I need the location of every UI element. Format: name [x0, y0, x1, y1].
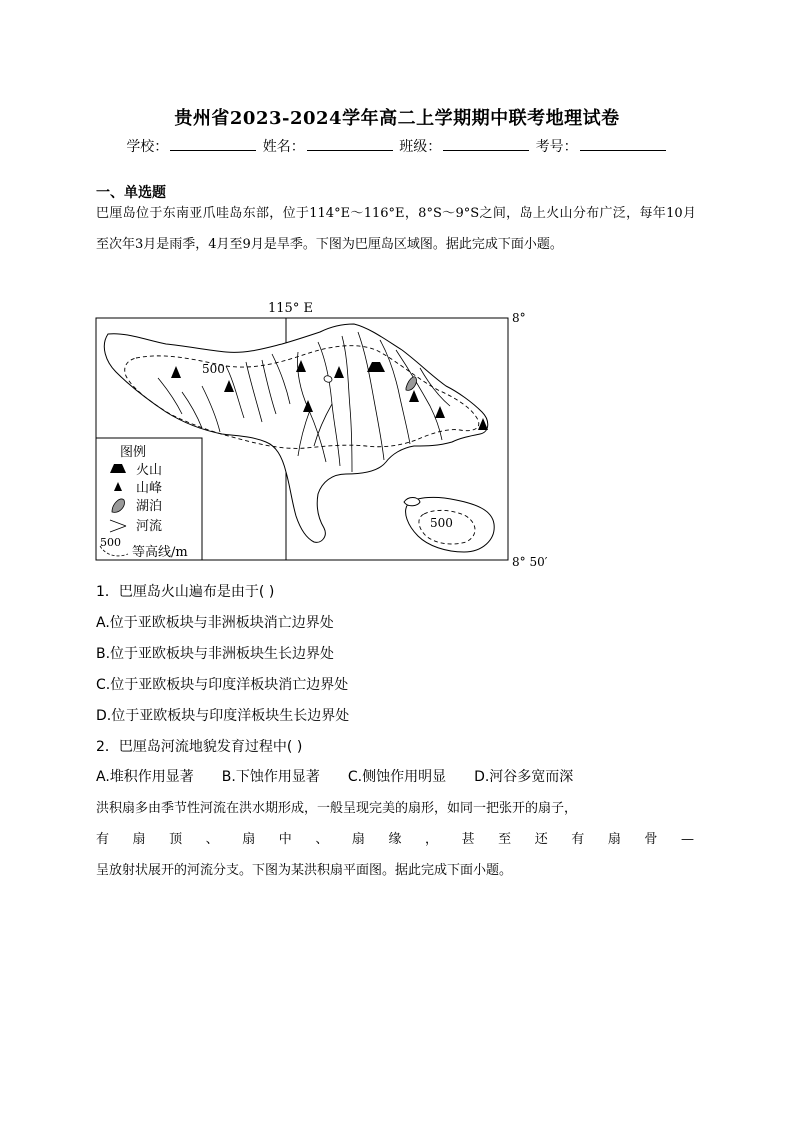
question-1-option-b[interactable]: B.位于亚欧板块与非洲板块生长边界处	[96, 646, 335, 662]
passage-alluvial-fan-line-3: 呈放射状展开的河流分支。下图为某洪积扇平面图。据此完成下面小题。	[96, 863, 513, 878]
exam-number-label: 考号：	[535, 139, 578, 155]
map-legend	[96, 438, 202, 560]
legend-peak-label: 山峰	[136, 481, 163, 496]
question-1-option-c[interactable]: C.位于亚欧板块与印度洋板块消亡边界处	[96, 677, 349, 693]
contour-label-main: 500	[202, 362, 225, 376]
class-label: 班级：	[399, 139, 442, 155]
legend-lake-label: 湖泊	[136, 499, 163, 514]
question-2-option-a[interactable]: A.堆积作用显著	[96, 769, 194, 785]
exam-number-blank[interactable]	[580, 138, 666, 151]
lake-icon	[324, 376, 332, 382]
latitude-top-label: 8°	[512, 311, 526, 325]
legend-title: 图例	[120, 445, 147, 460]
question-1-stem: 1．巴厘岛火山遍布是由于( )	[96, 584, 275, 600]
legend-river-label: 河流	[136, 519, 163, 534]
legend-contour-label: 等高线/m	[132, 545, 188, 560]
passage-alluvial-fan-line-2: 有扇顶、扇中、扇缘，甚至还有扇骨—	[96, 832, 696, 847]
question-2-stem: 2．巴厘岛河流地貌发育过程中( )	[96, 739, 303, 755]
question-2-option-d[interactable]: D.河谷多宽而深	[474, 769, 574, 785]
latitude-bottom-label: 8° 50′	[512, 555, 548, 569]
islet	[404, 498, 420, 506]
question-2-options	[96, 766, 573, 786]
school-label: 学校：	[126, 139, 169, 155]
section-heading: 一、单选题	[96, 185, 166, 201]
name-label: 姓名：	[262, 139, 305, 155]
exam-title: 贵州省2023-2024学年高二上学期期中联考地理试卷	[174, 108, 620, 129]
question-1-option-d[interactable]: D.位于亚欧板块与印度洋板块生长边界处	[96, 708, 350, 724]
name-blank[interactable]	[307, 138, 393, 151]
class-blank[interactable]	[443, 138, 529, 151]
question-2-option-b[interactable]: B.下蚀作用显著	[221, 769, 320, 785]
student-info-row	[0, 136, 794, 156]
legend-contour-value: 500	[100, 536, 121, 549]
contour-label-island: 500	[430, 516, 453, 530]
passage-bali: 巴厘岛位于东南亚爪哇岛东部，位于114°E～116°E，8°S～9°S之间，岛上火山分布广泛，每年10月至次年3月是雨季，4月至9月是旱季。下图为巴厘岛区域图。据此完成下面小题。	[96, 206, 696, 252]
question-2-option-c[interactable]: C.侧蚀作用明显	[347, 769, 447, 785]
longitude-label: 115° E	[268, 301, 313, 316]
bali-map	[86, 296, 586, 572]
legend-volcano-label: 火山	[136, 463, 163, 478]
question-1-option-a[interactable]: A.位于亚欧板块与非洲板块消亡边界处	[96, 615, 334, 631]
school-blank[interactable]	[170, 138, 256, 151]
passage-alluvial-fan-line-1: 洪积扇多由季节性河流在洪水期形成，一般呈现完美的扇形，如同一把张开的扇子，	[96, 801, 578, 816]
